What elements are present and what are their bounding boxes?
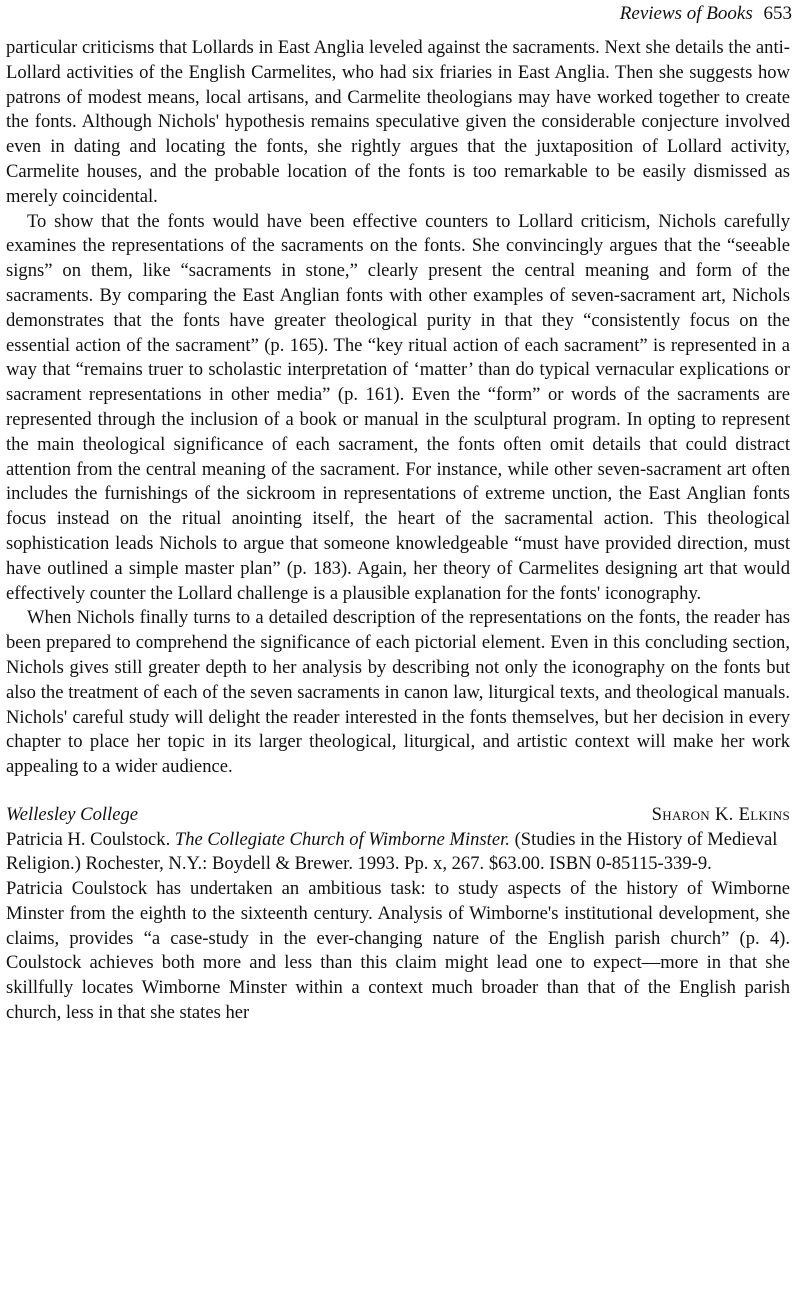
paragraph-continued: particular criticisms that Lollards in East Anglia leveled against the sacraments. Next she details the anti-Lollard activities of the English Carmelites, who had six friaries in East Anglia. Then she suggests how patrons of modest means, local artisans, and Carmelite theologians may have worked together to create the fonts. Although Nichols' hypothesis remains speculative given the considerable conjecture involved even in dating and locating the fonts, she rightly argues that the juxtaposition of Lollard activity, Carmelite houses, and the probable location of the fonts is too remarkable to be easily dismissed as merely coincidental.	[6, 37, 790, 207]
paragraph: When Nichols finally turns to a detailed description of the representations on the fonts, the reader has been prepared to comprehend the significance of each pictorial element. Even in this concluding section, Nichols gives still greater depth to her analysis by describing not only the iconography on the fonts but also the treatment of each of the seven sacraments in canon law, liturgical texts, and theological manuals. Nichols' careful study will delight the reader interested in the fonts themselves, but her decision in every chapter to place her topic in its larger theological, liturgical, and artistic context will make her work appealing to a wider audience.	[6, 607, 790, 778]
book-title: The Collegiate Church of Wimborne Minster.	[174, 828, 510, 850]
book-author: Patricia H. Coulstock.	[6, 828, 171, 850]
book-citation	[6, 828, 790, 877]
book-details: (Studies in the History of Medieval Religion.) Rochester, N.Y.: Boydell & Brewer. 1993. Pp. x, 267. $63.00. ISBN 0-85115-339-9.	[6, 828, 778, 875]
review-signature	[6, 802, 790, 828]
running-head	[620, 0, 792, 28]
review-paragraph: Patricia Coulstock has undertaken an ambitious task: to study aspects of the history of Wimborne Minster from the eighth to the sixteenth century. Analysis of Wimborne's institutional development, she claims, provides “a case-study in the ever-changing nature of the English parish church” (p. 4). Coulstock achieves both more and less than this claim might lead one to expect—more in that she skillfully locates Wimborne Minster within a context much broader than that of the English parish church, less in that she states her	[6, 877, 790, 1023]
article-body	[6, 36, 790, 1026]
reviewer-name: Sharon K. Elkins	[651, 803, 790, 825]
running-head-title: Reviews of Books	[619, 3, 753, 24]
page-number: 653	[763, 3, 792, 24]
paragraph: To show that the fonts would have been effective counters to Lollard criticism, Nichols carefully examines the representations of the sacraments on the fonts. She convincingly argues that the “seeable signs” on them, like “sacraments in stone,” clearly present the central meaning and form of the sacraments. By comparing the East Anglian fonts with other examples of seven-sacrament art, Nichols demonstrates that the fonts have greater theological purity in that they “consistently focus on the essential action of the sacrament” (p. 165). The “key ritual action of each sacrament” is represented in a way that “remains truer to scholastic interpretation of ‘matter’ than do typical vernacular explications or sacrament representations in other media” (p. 161). Even the “form” or words of the sacraments are represented through the inclusion of a book or manual in the sculptural program. In opting to represent the main theological significance of each sacrament, the fonts often omit details that could distract attention from the central meaning of the sacrament. For instance, while other seven-sacrament art often includes the furnishings of the sickroom in representations of extreme unction, the East Anglian fonts focus instead on the ritual anointing itself, the heart of the sacramental action. This theological sophistication leads Nichols to argue that someone knowledgeable “must have provided direction, must have outlined a simple master plan” (p. 183). Again, her theory of Carmelites designing art that would effectively counter the Lollard challenge is a plausible explanation for the fonts' iconography.	[6, 210, 790, 604]
reviewer-institution: Wellesley College	[6, 803, 139, 825]
